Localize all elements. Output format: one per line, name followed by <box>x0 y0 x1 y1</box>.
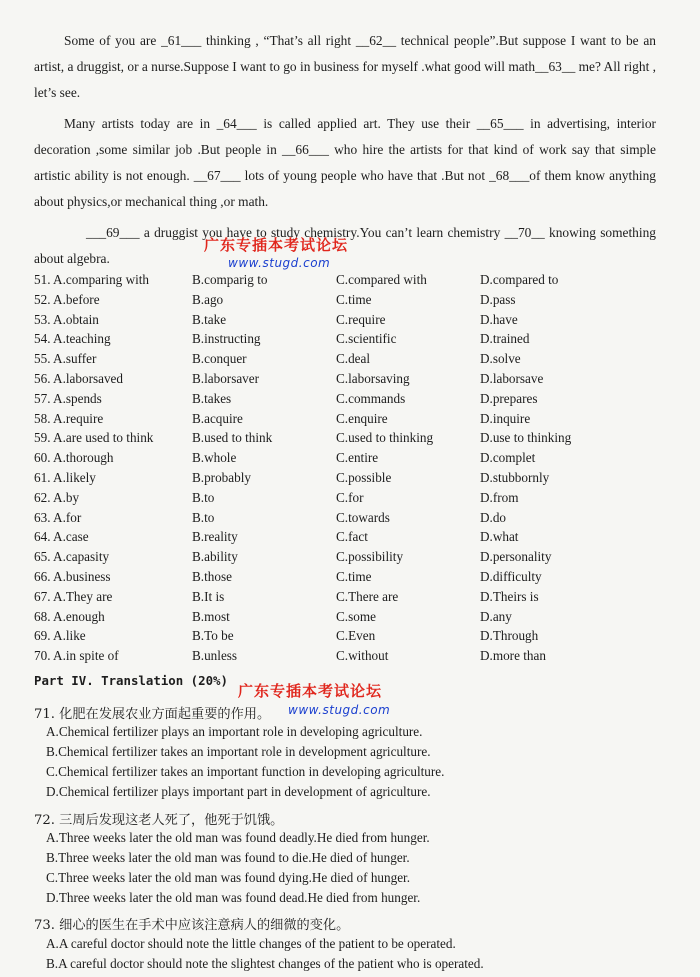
option-d: D.Theirs is <box>480 588 539 604</box>
option-a: 59. A.are used to think <box>34 430 154 446</box>
option-a: 60. A.thorough <box>34 450 114 466</box>
option-a: 57. A.spends <box>34 390 102 406</box>
option-b: B.to <box>192 509 215 525</box>
section-title: Part IV. Translation (20%) <box>34 673 228 688</box>
option-a: 56. A.laborsaved <box>34 370 123 386</box>
option-a: 67. A.They are <box>34 588 113 604</box>
option-d: D.complet <box>480 450 536 466</box>
option-a: 54. A.teaching <box>34 331 111 347</box>
answer-option: B.A careful doctor should note the slightest changes of the patient who is operated. <box>46 956 484 971</box>
option-c: C.scientific <box>336 331 397 347</box>
option-b: B.comparig to <box>192 272 268 287</box>
option-d: D.stubbornly <box>480 469 550 485</box>
option-d: D.difficulty <box>480 568 542 584</box>
option-a: 70. A.in spite of <box>34 648 119 664</box>
watermark-title: 广东专插本考试论坛 <box>204 236 349 254</box>
option-c: C.compared with <box>336 272 427 287</box>
option-row <box>34 589 674 609</box>
option-c: C.commands <box>336 390 406 406</box>
option-b: B.those <box>192 568 232 584</box>
answer-option: A.Chemical fertilizer plays an important role in developing agriculture. <box>46 724 423 739</box>
option-b: B.unless <box>192 648 238 664</box>
option-a: 63. A.for <box>34 509 82 525</box>
option-a: 66. A.business <box>34 568 111 584</box>
answer-option: D.Three weeks later the old man was found dead.He died from hunger. <box>46 890 421 905</box>
answer-option: B.Three weeks later the old man was found to die.He died of hunger. <box>46 850 410 865</box>
option-row <box>34 470 674 490</box>
option-b: B.ago <box>192 291 224 307</box>
option-b: B.instructing <box>192 331 261 347</box>
option-a: 58. A.require <box>34 410 104 426</box>
option-b: B.laborsaver <box>192 370 260 386</box>
option-row <box>34 371 674 391</box>
option-a: 55. A.suffer <box>34 351 97 367</box>
passage-paragraph-2: Many artists today are in _64___ is called applied art. They use their __65___ in advertising, interior decoration ,some similar job .But people in __66___ who hire the artists for that kind of work say that simple artistic ability is not enough. __67___ lots of young people who have that .But not _68___of them know anything about physics,or mechanical thing ,or math. <box>34 116 656 209</box>
option-row <box>34 569 674 589</box>
option-row <box>34 549 674 569</box>
option-row <box>34 292 674 312</box>
option-b: B.take <box>192 311 227 327</box>
option-row <box>34 609 674 629</box>
option-c: C.laborsaving <box>336 370 410 386</box>
option-d: D.have <box>480 311 518 327</box>
option-d: D.trained <box>480 331 530 347</box>
option-c: C.enquire <box>336 410 388 426</box>
option-b: B.reality <box>192 529 238 545</box>
option-c: C.fact <box>336 529 368 545</box>
option-b: B.probably <box>192 469 251 485</box>
option-d: D.laborsave <box>480 370 544 386</box>
option-c: C.entire <box>336 450 379 466</box>
question-stem: 72. 三周后发现这老人死了，他死于饥饿。 <box>34 813 284 828</box>
option-b: B.used to think <box>192 430 273 446</box>
option-b: B.conquer <box>192 351 247 367</box>
option-d: D.do <box>480 509 507 525</box>
options-list <box>34 272 674 668</box>
passage-paragraph-3: ___69___ a druggist you have to study chemistry.You can’t learn chemistry __70__ knowing something about algebra. <box>34 225 656 266</box>
option-c: C.possibility <box>336 549 404 565</box>
option-a: 68. A.enough <box>34 608 105 624</box>
watermark-title: 广东专插本考试论坛 <box>238 682 383 700</box>
option-row <box>34 272 674 292</box>
option-d: D.from <box>480 489 519 505</box>
option-d: D.compared to <box>480 272 559 287</box>
option-b: B.to <box>192 489 215 505</box>
answer-option: B.Chemical fertilizer takes an important role in development agriculture. <box>46 744 431 759</box>
option-b: B.most <box>192 608 230 624</box>
option-row <box>34 391 674 411</box>
answer-option: C.Chemical fertilizer takes an important function in developing agriculture. <box>46 764 445 779</box>
option-a: 62. A.by <box>34 489 80 505</box>
option-a: 52. A.before <box>34 291 100 307</box>
option-d: D.use to thinking <box>480 430 572 446</box>
option-d: D.pass <box>480 291 516 307</box>
option-d: D.inquire <box>480 410 531 426</box>
option-b: B.It is <box>192 588 225 604</box>
option-row <box>34 331 674 351</box>
option-a: 51. A.comparing with <box>34 272 150 287</box>
option-row <box>34 430 674 450</box>
option-c: C.Even <box>336 628 376 644</box>
option-row <box>34 450 674 470</box>
option-c: C.time <box>336 291 372 307</box>
option-a: 53. A.obtain <box>34 311 99 327</box>
option-d: D.personality <box>480 549 552 565</box>
option-c: C.used to thinking <box>336 430 434 446</box>
option-d: D.more than <box>480 648 546 664</box>
answer-option: D.Chemical fertilizer plays important part in development of agriculture. <box>46 784 431 799</box>
option-row <box>34 351 674 371</box>
option-c: C.towards <box>336 509 390 525</box>
option-c: C.for <box>336 489 364 505</box>
watermark-url: www.stugd.com <box>228 256 331 270</box>
answer-option: A.Three weeks later the old man was found deadly.He died from hunger. <box>46 830 430 845</box>
watermark-url: www.stugd.com <box>288 703 391 717</box>
option-row <box>34 312 674 332</box>
question-stem: 73. 细心的医生在手术中应该注意病人的细微的变化。 <box>34 918 350 933</box>
option-row <box>34 490 674 510</box>
option-c: C.There are <box>336 588 399 604</box>
option-row <box>34 628 674 648</box>
option-c: C.require <box>336 311 386 327</box>
option-c: C.some <box>336 608 376 624</box>
option-c: C.time <box>336 568 372 584</box>
answer-option: A.A careful doctor should note the little changes of the patient to be operated. <box>46 936 456 951</box>
option-c: C.without <box>336 648 389 664</box>
option-a: 69. A.like <box>34 628 86 644</box>
option-d: D.what <box>480 529 519 545</box>
option-row <box>34 510 674 530</box>
option-d: D.Through <box>480 628 539 644</box>
option-b: B.whole <box>192 450 237 466</box>
option-row <box>34 411 674 431</box>
option-d: D.solve <box>480 351 521 367</box>
option-c: C.deal <box>336 351 371 367</box>
option-b: B.ability <box>192 549 238 565</box>
option-b: B.To be <box>192 628 234 644</box>
option-a: 64. A.case <box>34 529 89 545</box>
option-b: B.takes <box>192 390 232 406</box>
answer-option: C.Three weeks later the old man was found dying.He died of hunger. <box>46 870 411 885</box>
option-row <box>34 648 674 668</box>
option-b: B.acquire <box>192 410 243 426</box>
option-d: D.any <box>480 608 512 624</box>
option-row <box>34 529 674 549</box>
option-a: 61. A.likely <box>34 469 96 485</box>
question-stem: 71. 化肥在发展农业方面起重要的作用。 <box>34 707 271 722</box>
option-d: D.prepares <box>480 390 538 406</box>
passage-paragraph-1: Some of you are _61___ thinking , “That’s all right __62__ technical people”.But suppose I want to be an artist, a druggist, or a nurse.Suppose I want to go in business for myself .what good will math__63__ me? All right , let’s see. <box>34 33 656 100</box>
option-a: 65. A.capasity <box>34 549 110 565</box>
option-c: C.possible <box>336 469 392 485</box>
